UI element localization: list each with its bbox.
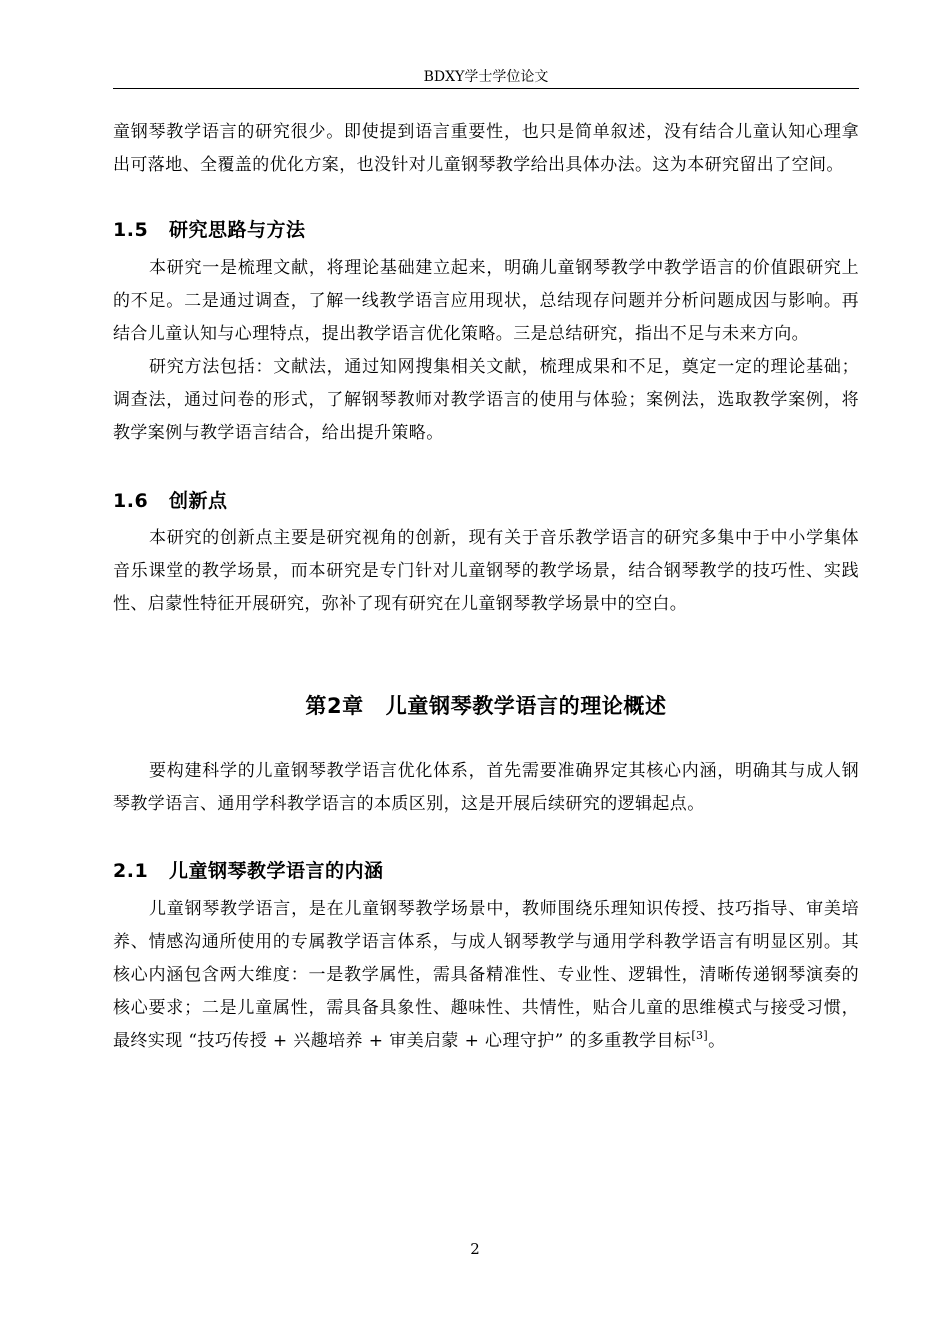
chapter-title: 儿童钢琴教学语言的理论概述 — [385, 694, 667, 718]
section-number: 1.6 — [113, 490, 149, 512]
section-number: 2.1 — [113, 860, 149, 882]
section-heading-1-5 — [113, 213, 859, 247]
page-number: 2 — [470, 1240, 480, 1258]
chapter-label: 第2章 — [305, 694, 364, 718]
page-body — [113, 116, 859, 1058]
running-header: BDXY学士学位论文 — [113, 66, 859, 89]
paragraph: 研究方法包括：文献法，通过知网搜集相关文献，梳理成果和不足，奠定一定的理论基础；调查法，通过问卷的形式，了解钢琴教师对教学语言的使用与体验；案例法，选取教学案例，将教学案例与教学语言结合，给出提升策略。 — [113, 357, 859, 443]
section-title: 创新点 — [169, 490, 228, 512]
chapter-heading — [113, 688, 859, 724]
continued-paragraph: 童钢琴教学语言的研究很少。即使提到语言重要性，也只是简单叙述，没有结合儿童认知心理拿出可落地、全覆盖的优化方案，也没针对儿童钢琴教学给出具体办法。这为本研究留出了空间。 — [113, 122, 859, 175]
paragraph: 本研究的创新点主要是研究视角的创新，现有关于音乐教学语言的研究多集中于中小学集体音乐课堂的教学场景，而本研究是专门针对儿童钢琴的教学场景，结合钢琴教学的技巧性、实践性、启蒙性特征开展研究，弥补了现有研究在儿童钢琴教学场景中的空白。 — [113, 528, 859, 614]
paragraph: 要构建科学的儿童钢琴教学语言优化体系，首先需要准确界定其核心内涵，明确其与成人钢琴教学语言、通用学科教学语言的本质区别，这是开展后续研究的逻辑起点。 — [113, 761, 859, 814]
paragraph-text: 儿童钢琴教学语言，是在儿童钢琴教学场景中，教师围绕乐理知识传授、技巧指导、审美培养、情感沟通所使用的专属教学语言体系，与成人钢琴教学与通用学科教学语言有明显区别。其核心内涵包含两大维度：一是教学属性，需具备精准性、专业性、逻辑性，清晰传递钢琴演奏的核心要求；二是儿童属性，需具备具象性、趣味性、共情性，贴合儿童的思维模式与接受习惯，最终实现 “技巧传授 + 兴趣培养 + 审美启蒙 + 心理守护” 的多重教学目标 — [113, 899, 859, 1051]
section-heading-2-1 — [113, 854, 859, 888]
paragraph — [113, 893, 859, 1058]
citation-link[interactable]: [3] — [691, 1029, 709, 1042]
section-title: 儿童钢琴教学语言的内涵 — [169, 860, 384, 882]
section-number: 1.5 — [113, 219, 149, 241]
paragraph: 本研究一是梳理文献，将理论基础建立起来，明确儿童钢琴教学中教学语言的价值跟研究上的不足。二是通过调查，了解一线教学语言应用现状，总结现存问题并分析问题成因与影响。再结合儿童认知与心理特点，提出教学语言优化策略。三是总结研究，指出不足与未来方向。 — [113, 258, 859, 344]
section-heading-1-6 — [113, 484, 859, 518]
paragraph-end: 。 — [708, 1031, 726, 1051]
section-title: 研究思路与方法 — [169, 219, 306, 241]
